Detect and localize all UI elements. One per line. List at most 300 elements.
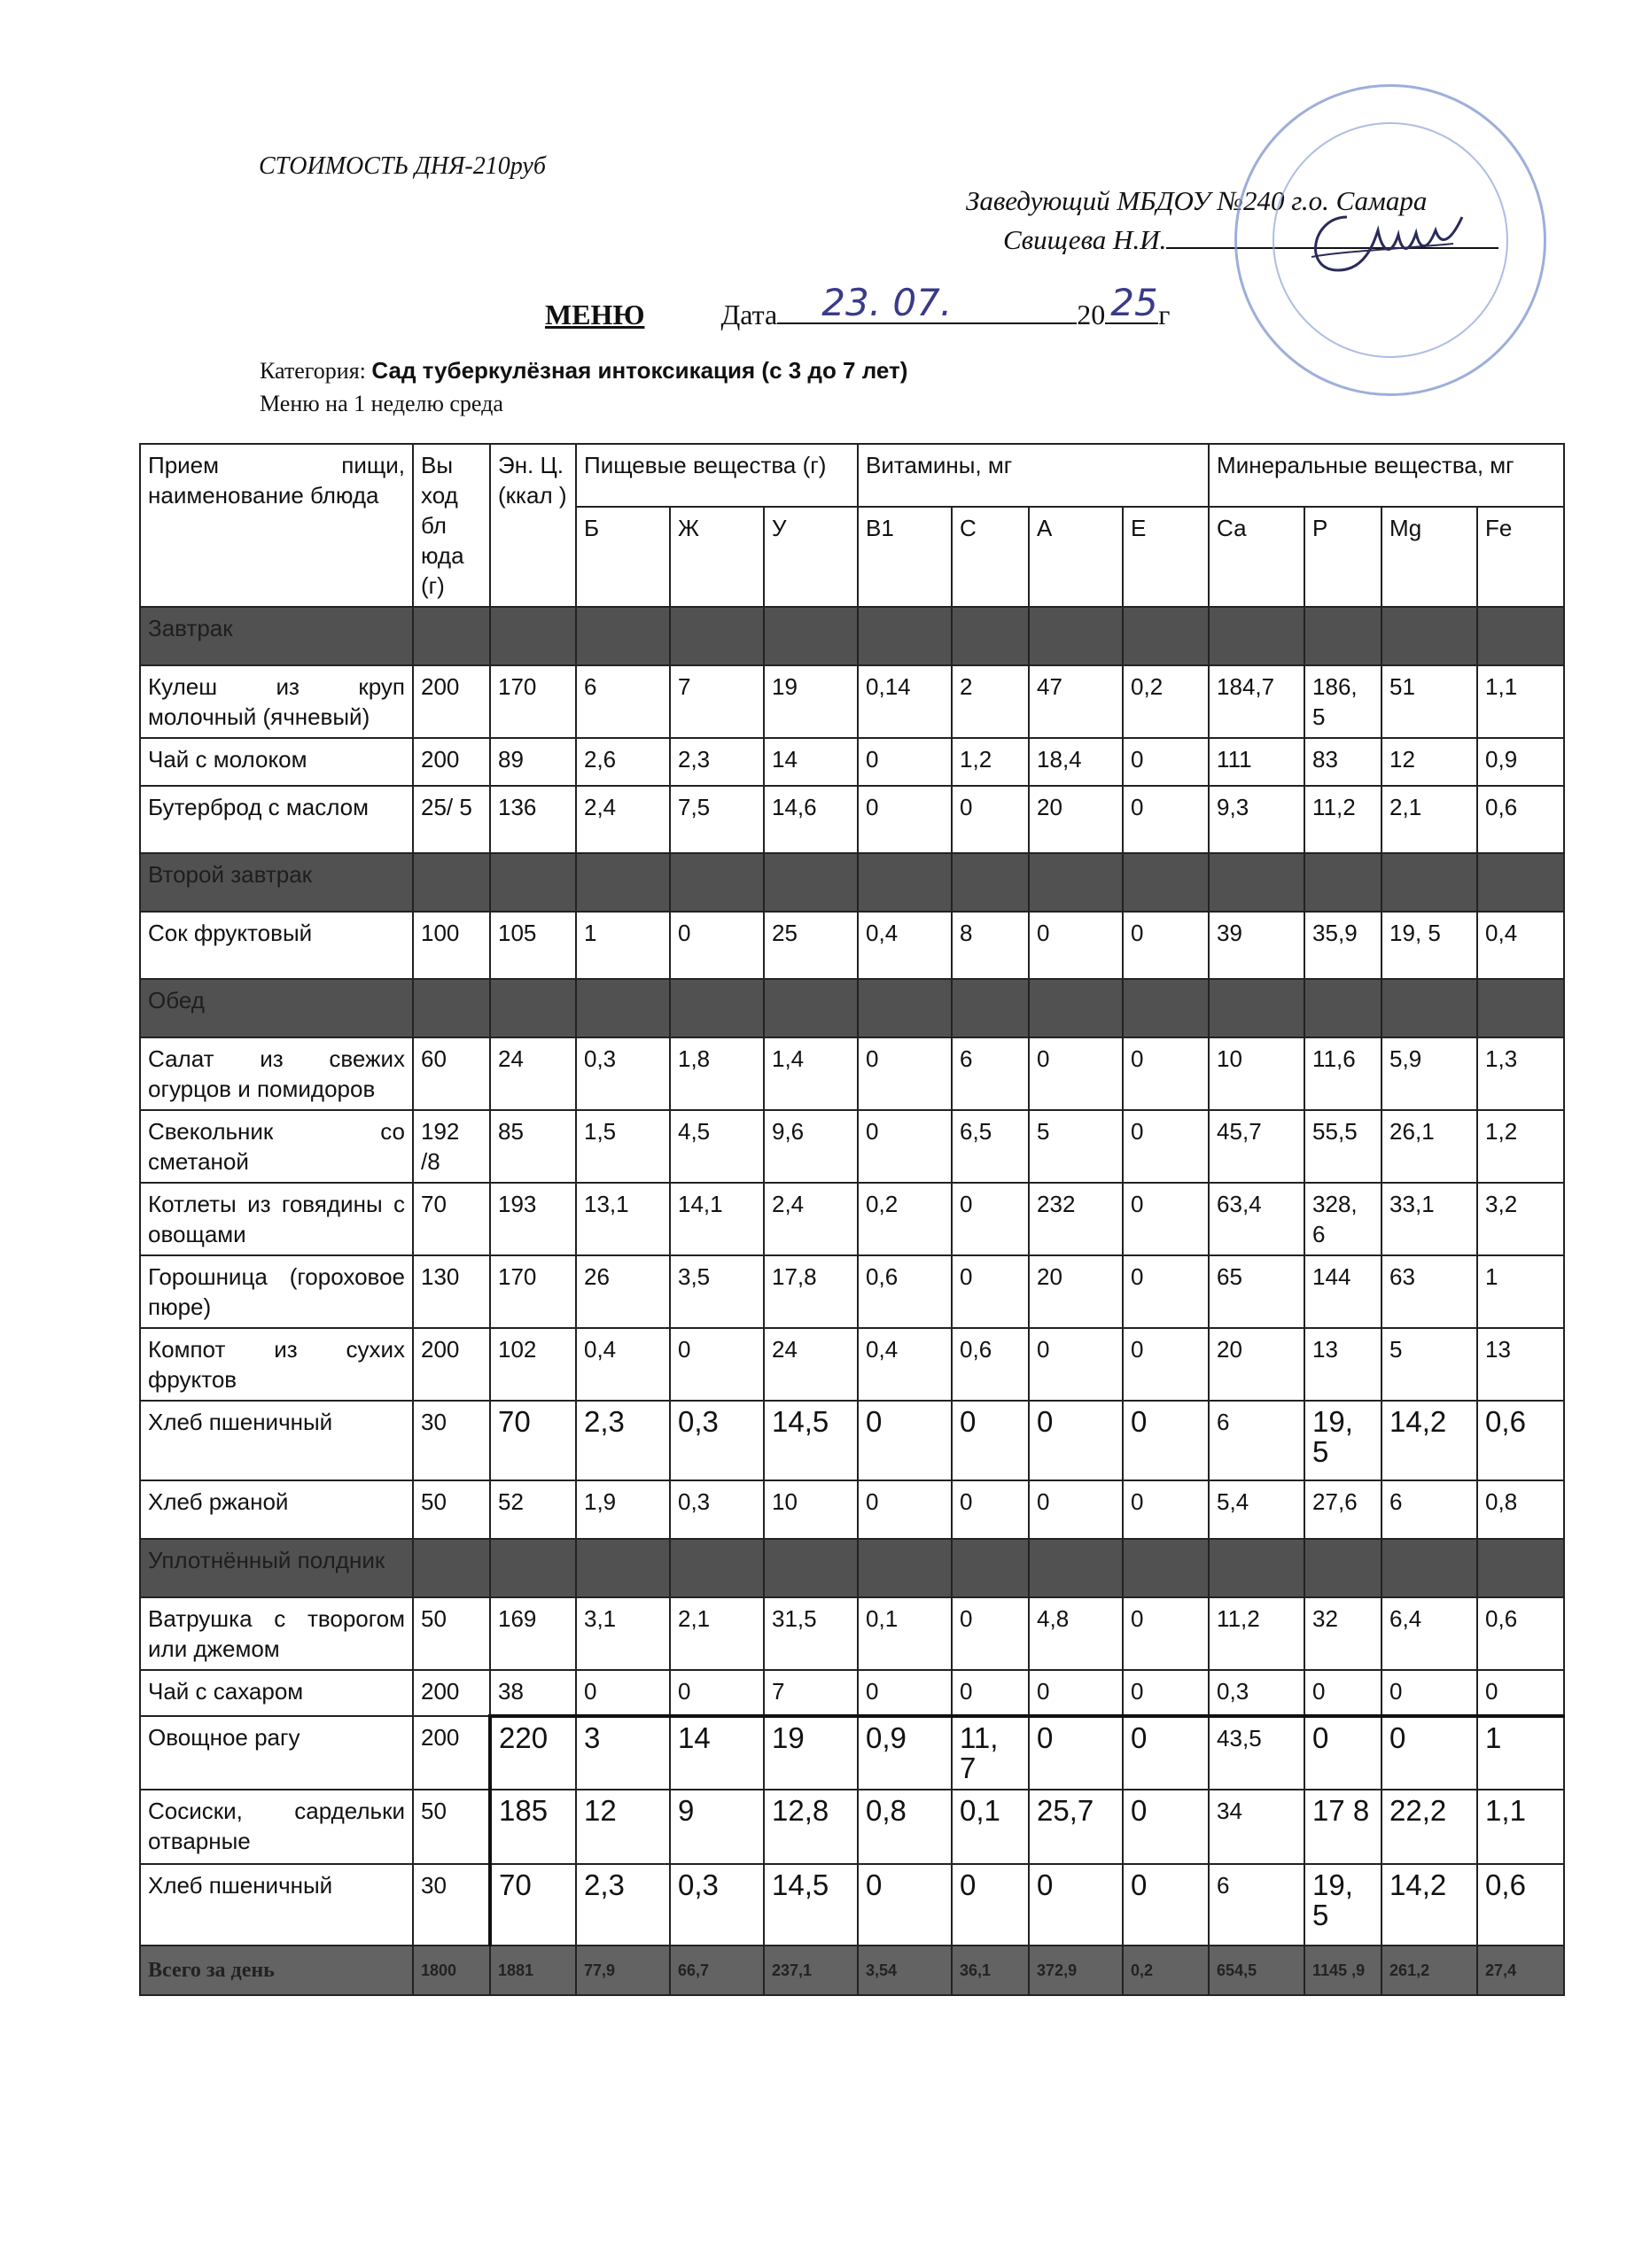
dish-value-cell: 6,5 — [952, 1110, 1029, 1183]
dish-value-cell: 9,3 — [1209, 786, 1304, 853]
dish-value-cell: 14,1 — [670, 1183, 764, 1255]
dish-row — [140, 786, 1564, 853]
dish-name: Чай с сахаром — [140, 1670, 413, 1716]
dish-value-cell: 12 — [576, 1790, 670, 1864]
header-nutrients: Пищевые вещества (г) — [576, 444, 858, 507]
section-fill-cell — [490, 1539, 576, 1597]
section-fill-cell — [952, 853, 1029, 912]
dish-value-cell: 200 — [413, 665, 490, 738]
dish-value-cell: 20 — [1029, 1255, 1123, 1328]
section-fill-cell — [1209, 1539, 1304, 1597]
dish-value-cell: 220 — [490, 1716, 576, 1790]
header-meal: Прием пищи, наименование блюда — [140, 444, 413, 607]
dish-value-cell: 19, 5 — [1304, 1401, 1381, 1480]
section-fill-cell — [952, 607, 1029, 665]
dish-value-cell: 34 — [1209, 1790, 1304, 1864]
section-fill-cell — [576, 1539, 670, 1597]
dish-value-cell: 19, 5 — [1381, 912, 1477, 979]
dish-value-cell: 3,5 — [670, 1255, 764, 1328]
dish-value-cell: 0 — [1029, 1716, 1123, 1790]
dish-value-cell: 7 — [764, 1670, 858, 1716]
dish-value-cell: 0 — [952, 1401, 1029, 1480]
dish-value-cell: 25/ 5 — [413, 786, 490, 853]
dish-value-cell: 0,4 — [1477, 912, 1564, 979]
dish-value-cell: 20 — [1029, 786, 1123, 853]
dish-value-cell: 200 — [413, 1716, 490, 1790]
dish-row — [140, 1480, 1564, 1539]
dish-value-cell: 0 — [1123, 1716, 1209, 1790]
dish-value-cell: 0 — [576, 1670, 670, 1716]
section-row-lunch — [140, 979, 1564, 1037]
section-fill-cell — [858, 853, 952, 912]
dish-value-cell: 18,4 — [1029, 738, 1123, 786]
header-row-1 — [140, 444, 1564, 507]
section-fill-cell — [764, 1539, 858, 1597]
dish-name: Салат из свежих огурцов и помидоров — [140, 1037, 413, 1110]
dish-value-cell: 14,2 — [1381, 1864, 1477, 1946]
section-fill-cell — [413, 1539, 490, 1597]
dish-value-cell: 0 — [952, 1597, 1029, 1670]
dish-value-cell: 0 — [952, 1255, 1029, 1328]
dish-value-cell: 170 — [490, 665, 576, 738]
header-ca: Са — [1209, 507, 1304, 607]
dish-value-cell: 26,1 — [1381, 1110, 1477, 1183]
dish-value-cell: 0 — [1304, 1670, 1381, 1716]
dish-name: Сосиски, сардельки отварные — [140, 1790, 413, 1864]
section-fill-cell — [1029, 853, 1123, 912]
dish-value-cell: 30 — [413, 1864, 490, 1946]
dish-value-cell: 200 — [413, 738, 490, 786]
dish-value-cell: 136 — [490, 786, 576, 853]
dish-value-cell: 83 — [1304, 738, 1381, 786]
dish-value-cell: 0 — [952, 1864, 1029, 1946]
dish-value-cell: 0 — [1304, 1716, 1381, 1790]
dish-row — [140, 1790, 1564, 1864]
dish-value-cell: 2,4 — [764, 1183, 858, 1255]
section-fill-cell — [764, 979, 858, 1037]
dish-value-cell: 70 — [413, 1183, 490, 1255]
dish-value-cell: 10 — [764, 1480, 858, 1539]
dish-value-cell: 0,6 — [952, 1328, 1029, 1401]
dish-value-cell: 50 — [413, 1597, 490, 1670]
dish-value-cell: 200 — [413, 1670, 490, 1716]
dish-value-cell: 170 — [490, 1255, 576, 1328]
dish-name: Хлеб пшеничный — [140, 1401, 413, 1480]
dish-value-cell: 0,4 — [576, 1328, 670, 1401]
dish-value-cell: 0 — [858, 1670, 952, 1716]
dish-value-cell: 43,5 — [1209, 1716, 1304, 1790]
dish-value-cell: 70 — [490, 1864, 576, 1946]
dish-row — [140, 1183, 1564, 1255]
section-fill-cell — [1029, 607, 1123, 665]
dish-row — [140, 1597, 1564, 1670]
dish-value-cell: 7,5 — [670, 786, 764, 853]
section-fill-cell — [1304, 1539, 1381, 1597]
dish-name: Хлеб ржаной — [140, 1480, 413, 1539]
dish-value-cell: 2,1 — [1381, 786, 1477, 853]
dish-name: Горошница (гороховое пюре) — [140, 1255, 413, 1328]
dish-value-cell: 0 — [1123, 1110, 1209, 1183]
section-fill-cell — [490, 607, 576, 665]
header-e: Е — [1123, 507, 1209, 607]
dish-name: Чай с молоком — [140, 738, 413, 786]
category-value: Сад туберкулёзная интоксикация (с 3 до 7 лет) — [371, 357, 908, 384]
year-value: 25 — [1110, 281, 1158, 324]
dish-value-cell: 0 — [1123, 1597, 1209, 1670]
dish-value-cell: 30 — [413, 1401, 490, 1480]
date-value: 23. 07. — [821, 281, 953, 324]
total-cell: 77,9 — [576, 1946, 670, 1995]
menu-table — [139, 443, 1565, 1996]
dish-value-cell: 105 — [490, 912, 576, 979]
dish-value-cell: 0 — [1123, 1255, 1209, 1328]
dish-value-cell: 9 — [670, 1790, 764, 1864]
dish-value-cell: 6 — [952, 1037, 1029, 1110]
dish-value-cell: 0 — [1123, 912, 1209, 979]
dish-value-cell: 0 — [1123, 1328, 1209, 1401]
dish-row — [140, 1401, 1564, 1480]
section-fill-cell — [1304, 979, 1381, 1037]
dish-value-cell: 0 — [1029, 1401, 1123, 1480]
dish-value-cell: 0 — [1029, 1864, 1123, 1946]
dish-value-cell: 26 — [576, 1255, 670, 1328]
dish-name: Овощное рагу — [140, 1716, 413, 1790]
dish-value-cell: 63 — [1381, 1255, 1477, 1328]
dish-value-cell: 0,4 — [858, 1328, 952, 1401]
dish-name: Свекольник со сметаной — [140, 1110, 413, 1183]
dish-value-cell: 0,3 — [670, 1864, 764, 1946]
total-cell: 372,9 — [1029, 1946, 1123, 1995]
dish-value-cell: 14,6 — [764, 786, 858, 853]
dish-value-cell: 0,6 — [858, 1255, 952, 1328]
dish-value-cell: 3,1 — [576, 1597, 670, 1670]
total-label: Всего за день — [140, 1946, 413, 1995]
dish-name: Ватрушка с творогом или джемом — [140, 1597, 413, 1670]
dish-value-cell: 0,3 — [670, 1401, 764, 1480]
total-cell: 654,5 — [1209, 1946, 1304, 1995]
dish-value-cell: 12 — [1381, 738, 1477, 786]
dish-value-cell: 35,9 — [1304, 912, 1381, 979]
section-fill-cell — [1029, 1539, 1123, 1597]
section-fill-cell — [1209, 853, 1304, 912]
dish-value-cell: 1,5 — [576, 1110, 670, 1183]
dish-value-cell: 0,6 — [1477, 786, 1564, 853]
section-label: Уплотнённый полдник — [140, 1539, 413, 1597]
dish-value-cell: 0,8 — [1477, 1480, 1564, 1539]
dish-row — [140, 1670, 1564, 1716]
dish-value-cell: 130 — [413, 1255, 490, 1328]
dish-value-cell: 85 — [490, 1110, 576, 1183]
dish-value-cell: 0 — [1123, 1864, 1209, 1946]
section-fill-cell — [952, 1539, 1029, 1597]
dish-value-cell: 0,2 — [1123, 665, 1209, 738]
dish-value-cell: 2,1 — [670, 1597, 764, 1670]
section-fill-cell — [1029, 979, 1123, 1037]
total-cell: 36,1 — [952, 1946, 1029, 1995]
dish-value-cell: 6 — [576, 665, 670, 738]
day-cost: СТОИМОСТЬ ДНЯ-210руб — [259, 152, 546, 180]
dish-value-cell: 5,9 — [1381, 1037, 1477, 1110]
section-fill-cell — [1123, 853, 1209, 912]
section-fill-cell — [670, 853, 764, 912]
section-label: Завтрак — [140, 607, 413, 665]
approver-title: Заведующий МБДОУ №240 г.о. Самара — [966, 185, 1428, 216]
section-fill-cell — [764, 607, 858, 665]
dish-value-cell: 0 — [670, 1328, 764, 1401]
dish-row — [140, 1110, 1564, 1183]
dish-value-cell: 0 — [952, 786, 1029, 853]
dish-value-cell: 6 — [1209, 1864, 1304, 1946]
dish-value-cell: 25,7 — [1029, 1790, 1123, 1864]
dish-value-cell: 0 — [1029, 912, 1123, 979]
dish-value-cell: 0,1 — [952, 1790, 1029, 1864]
total-cell: 0,2 — [1123, 1946, 1209, 1995]
dish-value-cell: 0 — [952, 1183, 1029, 1255]
dish-value-cell: 14,5 — [764, 1401, 858, 1480]
section-fill-cell — [858, 979, 952, 1037]
dish-value-cell: 0 — [1477, 1670, 1564, 1716]
dish-value-cell: 22,2 — [1381, 1790, 1477, 1864]
total-cell: 3,54 — [858, 1946, 952, 1995]
dish-value-cell: 0 — [1029, 1670, 1123, 1716]
dish-value-cell: 0 — [670, 1670, 764, 1716]
dish-value-cell: 4,5 — [670, 1110, 764, 1183]
dish-value-cell: 328, 6 — [1304, 1183, 1381, 1255]
menu-title: МЕНЮ — [545, 299, 645, 330]
dish-value-cell: 25 — [764, 912, 858, 979]
dish-value-cell: 13,1 — [576, 1183, 670, 1255]
header-p: Р — [1304, 507, 1381, 607]
dish-value-cell: 186, 5 — [1304, 665, 1381, 738]
dish-value-cell: 0 — [952, 1670, 1029, 1716]
header-mg: Mg — [1381, 507, 1477, 607]
approver-name: Свищева Н.И. — [1003, 224, 1167, 255]
header-minerals: Минеральные вещества, мг — [1209, 444, 1564, 507]
dish-value-cell: 0 — [858, 1864, 952, 1946]
dish-value-cell: 111 — [1209, 738, 1304, 786]
section-fill-cell — [413, 853, 490, 912]
dish-value-cell: 13 — [1304, 1328, 1381, 1401]
dish-value-cell: 0,6 — [1477, 1597, 1564, 1670]
dish-value-cell: 0,6 — [1477, 1864, 1564, 1946]
dish-row — [140, 1864, 1564, 1946]
dish-name: Бутерброд с маслом — [140, 786, 413, 853]
date-label: Дата — [720, 299, 778, 330]
dish-value-cell: 144 — [1304, 1255, 1381, 1328]
dish-value-cell: 1 — [576, 912, 670, 979]
dish-value-cell: 232 — [1029, 1183, 1123, 1255]
dish-value-cell: 0,1 — [858, 1597, 952, 1670]
dish-value-cell: 1 — [1477, 1716, 1564, 1790]
header-vitamins: Витамины, мг — [858, 444, 1209, 507]
section-fill-cell — [490, 853, 576, 912]
dish-value-cell: 14 — [670, 1716, 764, 1790]
dish-value-cell: 19 — [764, 665, 858, 738]
dish-value-cell: 0 — [1123, 1183, 1209, 1255]
dish-value-cell: 0 — [1123, 1670, 1209, 1716]
dish-value-cell: 50 — [413, 1790, 490, 1864]
dish-row — [140, 738, 1564, 786]
dish-value-cell: 89 — [490, 738, 576, 786]
dish-value-cell: 12,8 — [764, 1790, 858, 1864]
category-line — [260, 357, 907, 384]
dish-value-cell: 2 — [952, 665, 1029, 738]
dish-name: Компот из сухих фруктов — [140, 1328, 413, 1401]
section-fill-cell — [413, 979, 490, 1037]
dish-value-cell: 0,2 — [858, 1183, 952, 1255]
dish-row — [140, 1255, 1564, 1328]
header-fe: Fe — [1477, 507, 1564, 607]
section-fill-cell — [1123, 979, 1209, 1037]
dish-value-cell: 0,8 — [858, 1790, 952, 1864]
menu-title-row — [545, 281, 1171, 331]
dish-value-cell: 33,1 — [1381, 1183, 1477, 1255]
dish-value-cell: 11, 7 — [952, 1716, 1029, 1790]
dish-row — [140, 1328, 1564, 1401]
dish-value-cell: 1,9 — [576, 1480, 670, 1539]
section-fill-cell — [858, 1539, 952, 1597]
section-fill-cell — [1304, 607, 1381, 665]
dish-value-cell: 60 — [413, 1037, 490, 1110]
total-cell: 1145 ,9 — [1304, 1946, 1381, 1995]
dish-value-cell: 11,2 — [1209, 1597, 1304, 1670]
dish-value-cell: 0 — [858, 738, 952, 786]
dish-value-cell: 0 — [1123, 1790, 1209, 1864]
dish-value-cell: 0 — [952, 1480, 1029, 1539]
total-cell: 1800 — [413, 1946, 490, 1995]
dish-value-cell: 10 — [1209, 1037, 1304, 1110]
total-cell: 261,2 — [1381, 1946, 1477, 1995]
section-fill-cell — [670, 979, 764, 1037]
dish-value-cell: 0 — [858, 1037, 952, 1110]
dish-value-cell: 47 — [1029, 665, 1123, 738]
section-fill-cell — [1477, 1539, 1564, 1597]
dish-row — [140, 1716, 1564, 1790]
total-cell: 237,1 — [764, 1946, 858, 1995]
dish-value-cell: 13 — [1477, 1328, 1564, 1401]
section-row-second-breakfast — [140, 853, 1564, 912]
dish-value-cell: 65 — [1209, 1255, 1304, 1328]
dish-row — [140, 1037, 1564, 1110]
dish-value-cell: 0,6 — [1477, 1401, 1564, 1480]
dish-value-cell: 1,1 — [1477, 1790, 1564, 1864]
section-row-breakfast — [140, 607, 1564, 665]
dish-value-cell: 6,4 — [1381, 1597, 1477, 1670]
header-zh: Ж — [670, 507, 764, 607]
dish-value-cell: 14 — [764, 738, 858, 786]
dish-value-cell: 70 — [490, 1401, 576, 1480]
dish-value-cell: 45,7 — [1209, 1110, 1304, 1183]
dish-value-cell: 102 — [490, 1328, 576, 1401]
dish-value-cell: 39 — [1209, 912, 1304, 979]
dish-value-cell: 27,6 — [1304, 1480, 1381, 1539]
dish-value-cell: 100 — [413, 912, 490, 979]
category-label: Категория: — [260, 358, 366, 384]
dish-value-cell: 24 — [490, 1037, 576, 1110]
section-fill-cell — [576, 607, 670, 665]
dish-value-cell: 6 — [1381, 1480, 1477, 1539]
dish-value-cell: 0 — [858, 1401, 952, 1480]
dish-value-cell: 5 — [1381, 1328, 1477, 1401]
dish-value-cell: 20 — [1209, 1328, 1304, 1401]
dish-value-cell: 6 — [1209, 1401, 1304, 1480]
header-b1: В1 — [858, 507, 952, 607]
dish-name: Хлеб пшеничный — [140, 1864, 413, 1946]
total-row — [140, 1946, 1564, 1995]
dish-value-cell: 31,5 — [764, 1597, 858, 1670]
section-fill-cell — [670, 607, 764, 665]
section-label: Обед — [140, 979, 413, 1037]
total-cell: 27,4 — [1477, 1946, 1564, 1995]
dish-value-cell: 1,2 — [1477, 1110, 1564, 1183]
dish-value-cell: 2,3 — [670, 738, 764, 786]
dish-value-cell: 0,3 — [670, 1480, 764, 1539]
dish-value-cell: 0 — [1381, 1716, 1477, 1790]
dish-value-cell: 0 — [1123, 738, 1209, 786]
dish-value-cell: 5 — [1029, 1110, 1123, 1183]
section-fill-cell — [490, 979, 576, 1037]
section-fill-cell — [1123, 1539, 1209, 1597]
dish-value-cell: 192 /8 — [413, 1110, 490, 1183]
section-fill-cell — [858, 607, 952, 665]
year-prefix: 20 — [1077, 299, 1106, 330]
dish-value-cell: 0,3 — [576, 1037, 670, 1110]
section-fill-cell — [1209, 607, 1304, 665]
dish-value-cell: 2,4 — [576, 786, 670, 853]
section-fill-cell — [1381, 1539, 1477, 1597]
section-fill-cell — [1304, 853, 1381, 912]
dish-value-cell: 63,4 — [1209, 1183, 1304, 1255]
dish-value-cell: 14,5 — [764, 1864, 858, 1946]
dish-value-cell: 3 — [576, 1716, 670, 1790]
dish-name: Сок фруктовый — [140, 912, 413, 979]
dish-value-cell: 14,2 — [1381, 1401, 1477, 1480]
dish-value-cell: 0,9 — [858, 1716, 952, 1790]
section-fill-cell — [576, 979, 670, 1037]
dish-value-cell: 1,8 — [670, 1037, 764, 1110]
dish-value-cell: 0 — [1381, 1670, 1477, 1716]
dish-row — [140, 912, 1564, 979]
dish-value-cell: 0 — [670, 912, 764, 979]
section-fill-cell — [413, 607, 490, 665]
dish-row — [140, 665, 1564, 738]
signature-scribble — [1294, 190, 1471, 288]
section-fill-cell — [764, 853, 858, 912]
dish-value-cell: 17,8 — [764, 1255, 858, 1328]
dish-value-cell: 0,3 — [1209, 1670, 1304, 1716]
header-energy: Эн. Ц. (ккал ) — [490, 444, 576, 607]
dish-value-cell: 5,4 — [1209, 1480, 1304, 1539]
dish-value-cell: 0 — [858, 1110, 952, 1183]
dish-value-cell: 52 — [490, 1480, 576, 1539]
dish-value-cell: 50 — [413, 1480, 490, 1539]
dish-value-cell: 1,3 — [1477, 1037, 1564, 1110]
dish-value-cell: 4,8 — [1029, 1597, 1123, 1670]
dish-value-cell: 0 — [1123, 1037, 1209, 1110]
dish-value-cell: 200 — [413, 1328, 490, 1401]
dish-value-cell: 0 — [858, 1480, 952, 1539]
section-fill-cell — [1477, 979, 1564, 1037]
dish-value-cell: 17 8 — [1304, 1790, 1381, 1864]
header-c: С — [952, 507, 1029, 607]
dish-value-cell: 2,6 — [576, 738, 670, 786]
section-fill-cell — [1381, 853, 1477, 912]
dish-value-cell: 8 — [952, 912, 1029, 979]
dish-value-cell: 0,14 — [858, 665, 952, 738]
date-field — [777, 281, 1077, 324]
dish-value-cell: 184,7 — [1209, 665, 1304, 738]
dish-value-cell: 24 — [764, 1328, 858, 1401]
